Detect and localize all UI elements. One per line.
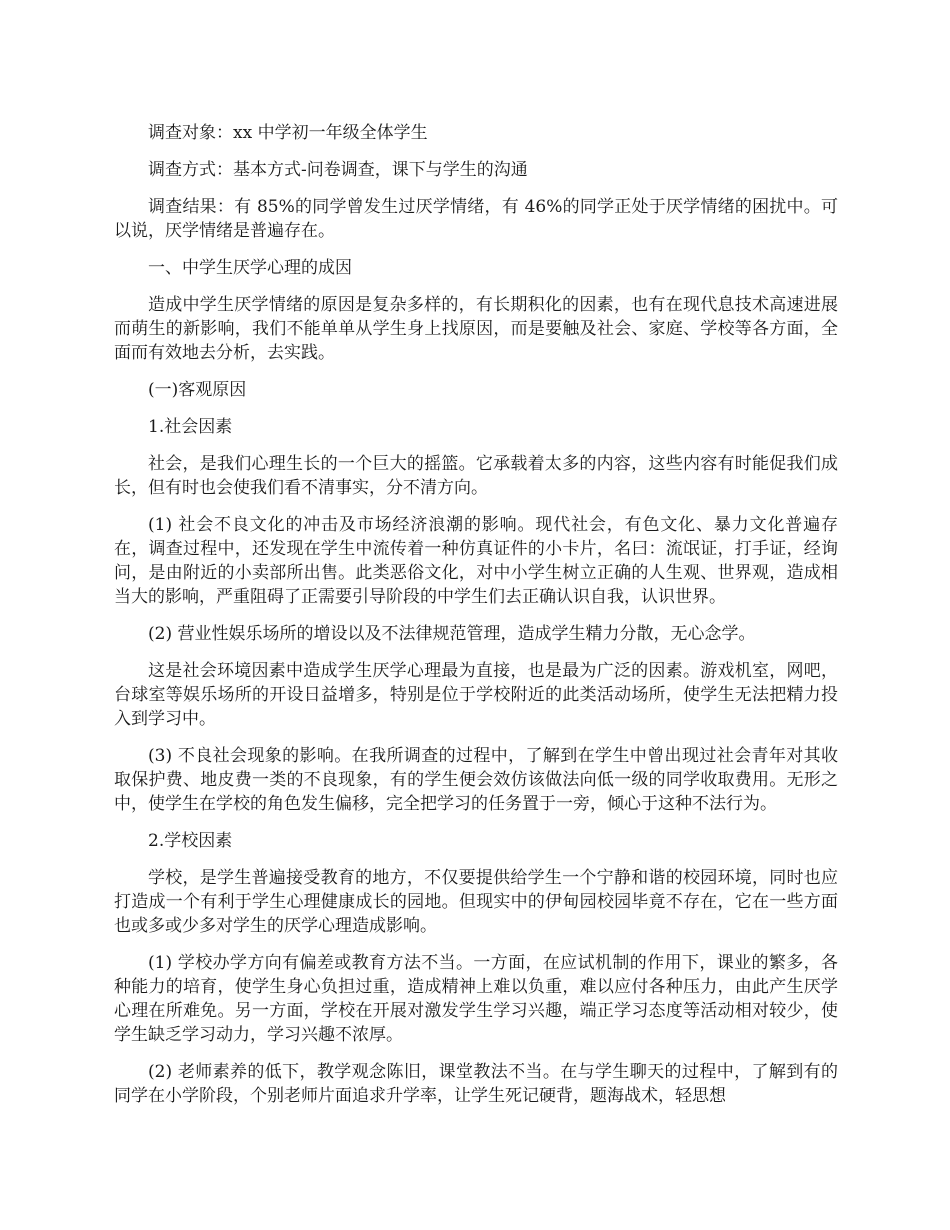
survey-result-paragraph: 调查结果：有 85%的同学曾发生过厌学情绪，有 46%的同学正处于厌学情绪的困扰中。可以说，厌学情绪是普遍存在。	[114, 197, 838, 241]
body-paragraph: 学校，是学生普遍接受教育的地方，不仅要提供给学生一个宁静和谐的校园环境，同时也应打造成一个有利于学生心理健康成长的园地。但现实中的伊甸园校园毕竟不存在，它在一些方面也或多或少多对学生的厌学心理造成影响。	[114, 868, 838, 936]
body-paragraph: 这是社会环境因素中造成学生厌学心理最为直接，也是最为广泛的因素。游戏机室，网吧，台球室等娱乐场所的开设日益增多，特别是位于学校附近的此类活动场所，使学生无法把精力投入到学习中。	[114, 661, 838, 729]
survey-subject-paragraph: 调查对象：xx 中学初一年级全体学生	[148, 123, 428, 143]
body-paragraph: 造成中学生厌学情绪的原因是复杂多样的，有长期积化的因素，也有在现代息技术高速进展而萌生的新影响，我们不能单单从学生身上找原因，而是要触及社会、家庭、学校等各方面，全面而有效地去分析，去实践。	[114, 295, 838, 363]
subsection-heading-objective: (一)客观原因	[148, 380, 247, 400]
document-body	[114, 121, 838, 1121]
subsection-heading-school: 2.学校因素	[148, 831, 233, 851]
body-paragraph: (1) 社会不良文化的冲击及市场经济浪潮的影响。现代社会，有色文化、暴力文化普遍存在，调查过程中，还发现在学生中流传着一种仿真证件的小卡片，名曰：流氓证，打手证，经询问，是由附近的小卖部所出售。此类恶俗文化，对中小学生树立正确的人生观、世界观，造成相当大的影响，严重阻碍了正需要引导阶段的中学生们去正确认识自我，认识世界。	[114, 515, 838, 607]
body-paragraph: (3) 不良社会现象的影响。在我所调查的过程中，了解到在学生中曾出现过社会青年对其收取保护费、地皮费一类的不良现象，有的学生便会效仿该做法向低一级的同学收取费用。无形之中，使学生在学校的角色发生偏移，完全把学习的任务置于一旁，倾心于这种不法行为。	[114, 746, 838, 814]
body-paragraph: (2) 老师素养的低下，教学观念陈旧，课堂教法不当。在与学生聊天的过程中，了解到有的同学在小学阶段，个别老师片面追求升学率，让学生死记硬背，题海战术，轻思想	[114, 1062, 838, 1106]
body-paragraph: 社会，是我们心理生长的一个巨大的摇篮。它承载着太多的内容，这些内容有时能促我们成长，但有时也会使我们看不清事实，分不清方向。	[114, 454, 838, 498]
subsection-heading-social: 1.社会因素	[148, 417, 233, 437]
section-heading-causes: 一、中学生厌学心理的成因	[148, 258, 352, 278]
survey-method-paragraph: 调查方式：基本方式-问卷调查，课下与学生的沟通	[148, 160, 528, 180]
body-paragraph: (1) 学校办学方向有偏差或教育方法不当。一方面，在应试机制的作用下，课业的繁多，各种能力的培育，使学生身心负担过重，造成精神上难以负重，难以应付各种压力，由此产生厌学心理在所难免。另一方面，学校在开展对激发学生学习兴趣，端正学习态度等活动相对较少，使学生缺乏学习动力，学习兴趣不浓厚。	[114, 953, 838, 1045]
body-paragraph: (2) 营业性娱乐场所的增设以及不法律规范管理，造成学生精力分散，无心念学。	[148, 624, 756, 644]
